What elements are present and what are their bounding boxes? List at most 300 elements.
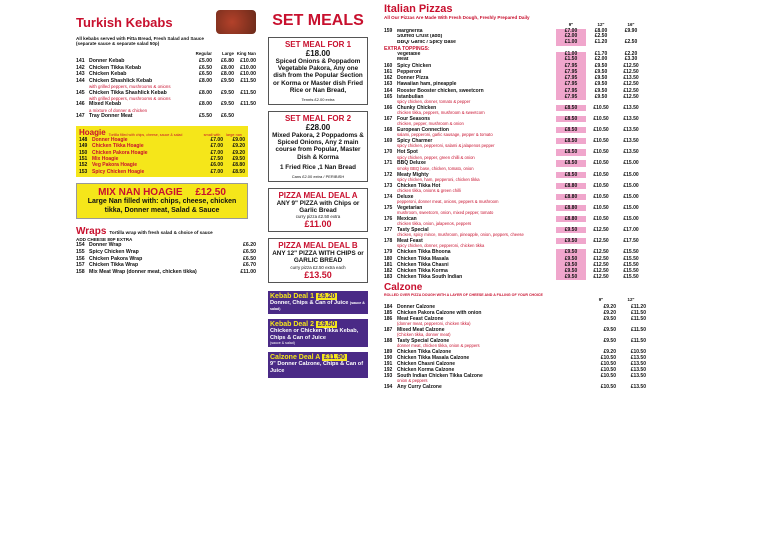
item-name: Chicken Tikka Masala Calzone [397, 354, 470, 361]
item-name: Veg Pakora Hoagie [92, 162, 138, 169]
pizza-list [384, 63, 646, 281]
hoagie-list [79, 137, 245, 175]
item-price: £2.00 [594, 56, 608, 63]
item-price: £8.00 [199, 101, 212, 108]
item-number: 190 [384, 354, 393, 361]
pizzas-note: All Our Pizzas Are Made With Fresh Dough, Freshly Prepared Daily [384, 15, 530, 20]
item-description: chicken tikka, onions & green chilli [397, 187, 461, 193]
item-description: chicken, pepper, mushroom & onion [397, 121, 464, 127]
item-price: £10.50 [600, 354, 616, 361]
item-price: £15.50 [623, 255, 639, 262]
item-price: £13.50 [623, 75, 639, 82]
item-name: South Indian Chicken Tikka Calzone [397, 373, 483, 380]
item-price: £9.50 [556, 227, 586, 233]
item-name: Chicken Tikka Chasni [397, 261, 449, 268]
item-price: £12.50 [593, 238, 609, 245]
pizza-headers: 9" 12" 16" [568, 22, 635, 28]
item-price: £11.20 [630, 303, 646, 310]
calzone-list [384, 304, 646, 390]
wraps-note-2: ADD CHEESE 80P EXTRA [76, 237, 133, 243]
italian-pizzas-title: Italian Pizzas [384, 3, 453, 15]
kebab-deal-2: Kebab Deal 2 £9.50 Chicken or Chicken Tikka Kebab, Chips & Can of Juice (sauce & salad) [268, 319, 368, 347]
item-description: spicy chicken, donner, pepperoni, chicken tikka [397, 243, 485, 249]
wrap-list [76, 242, 256, 275]
item-price: £9.20 [232, 143, 245, 150]
item-description: mushroom, sweetcorn, onion, mixed pepper, tomato [397, 210, 494, 216]
item-price: £6.70 [243, 262, 256, 269]
menu-item-row [76, 58, 256, 65]
item-number: 145 [76, 89, 85, 96]
item-name: BBQ/ Garlic / Spicy Base [397, 39, 456, 45]
item-name: Meat [397, 57, 409, 63]
item-name: Pepperoni [397, 68, 422, 75]
item-price: £6.50 [199, 71, 212, 78]
hoagie-box: Hoagie Tortilla filled with chips, cheese, sauce & salad small with large nan 148 Donner Hoagie £7.00 £9.00 149 Chicken Tikka Hoagie £7.00 £9.20 150 Chicken Pakora Hoagie £7.00 £9.20 151 Mix Hoagie £7.50 £9.50 152 Veg Pakora Hoagie £6.00 £8.80 153 Spicy Chicken Hoagie £7.00 £8.50 [76, 126, 248, 177]
item-description: chicken tikka, onion, jalapenos, peppers [397, 221, 472, 227]
kebab-deal-1: Kebab Deal 1 £9.20 Donner, Chips & Can of Juice (sauce & salad) [268, 291, 368, 315]
right-column [384, 0, 646, 533]
item-name: Deluxe [397, 193, 414, 200]
item-price: £1.70 [594, 50, 608, 57]
item-number: 162 [384, 75, 393, 82]
item-price: £7.00 [210, 143, 223, 150]
item-description: spicy chicken, pepper, green chilli & onion [397, 154, 475, 160]
item-name: Chicken Pakora Wrap [89, 255, 143, 262]
item-name: Donner Hoagie [92, 136, 128, 143]
item-number: 141 [76, 58, 85, 64]
menu-item-row [76, 249, 256, 256]
pizza-base-list [384, 29, 646, 46]
item-number: 185 [384, 310, 393, 317]
item-number: 182 [384, 267, 393, 274]
item-name: Chicken Tikka Shashlick Kebab [89, 89, 167, 96]
item-number: 192 [384, 367, 393, 374]
item-price: £8.80 [232, 162, 245, 169]
item-description: donner meat, chicken tikka, onion & peppers [397, 342, 480, 348]
item-price: £10.50 [593, 182, 609, 189]
item-number: 158 [76, 268, 85, 275]
hoagie-title: Hoagie [79, 127, 106, 137]
item-price: £10.50 [593, 116, 609, 122]
item-description: spicy chicken, ham, pepperoni, chicken tikka [397, 176, 480, 182]
kebab-list [76, 58, 256, 120]
item-number: 170 [384, 149, 393, 156]
item-number: 143 [76, 71, 85, 78]
item-price: £9.50 [556, 262, 586, 268]
menu-item-row [76, 78, 256, 85]
item-price: £6.00 [210, 162, 223, 169]
item-price: £10.50 [600, 373, 616, 380]
item-description: salami, pepperoni, garlic sausage, pepper & tomato [397, 132, 493, 138]
item-number: 144 [76, 77, 85, 84]
item-number: 150 [79, 149, 88, 156]
item-number: 159 [384, 27, 393, 34]
item-price: £9.50 [594, 62, 608, 69]
item-price: £9.20 [232, 149, 245, 156]
item-name: Spicy Chicken [397, 62, 432, 69]
item-price: £12.50 [593, 249, 609, 256]
item-name: Margherita [397, 28, 423, 34]
item-price: £10.50 [593, 138, 609, 145]
item-price: £17.50 [623, 238, 639, 245]
mix-nan-box [76, 183, 248, 219]
item-description: onion & peppers [397, 378, 428, 384]
item-number: 166 [384, 104, 393, 111]
item-price: £9.50 [221, 89, 234, 96]
item-price: £8.80 [556, 205, 586, 211]
item-name: European Connection [397, 127, 449, 134]
mix-nan-title: MIX NAN HOAGIE [98, 187, 183, 199]
item-price: £9.50 [556, 274, 586, 280]
item-number: 187 [384, 327, 393, 333]
item-name: BBQ Deluxe [397, 160, 426, 167]
item-price: £7.95 [556, 75, 586, 81]
pizza-meal-deal-a: PIZZA MEAL DEAL A ANY 9" PIZZA with Chips or Garlic Bread curry pizza £2.50 extra £11.00 [268, 188, 368, 232]
item-price: £15.00 [623, 193, 639, 200]
item-price: £9.50 [221, 101, 234, 108]
calzone-headers: 9" 12" [598, 297, 635, 303]
item-price: £8.00 [221, 64, 234, 71]
item-name: Spicy Chicken Hoagie [92, 168, 145, 175]
item-price: £6.20 [243, 242, 256, 249]
item-price: £15.50 [623, 274, 639, 281]
item-price: £6.80 [221, 58, 234, 64]
item-description: (Chicken tikka, donner meat) [397, 332, 451, 338]
item-name: Chicken Tikka Hot [397, 182, 441, 189]
item-price: £7.95 [556, 69, 586, 75]
item-price: £9.50 [221, 77, 234, 84]
item-number: 171 [384, 160, 393, 167]
item-price: £13.50 [630, 367, 646, 374]
menu-item-row [384, 40, 646, 46]
item-price: £10.50 [593, 215, 609, 222]
item-name: Donner Kebab [89, 58, 125, 64]
item-price: £5.00 [199, 58, 212, 64]
item-number: 165 [384, 93, 393, 100]
item-price: £10.50 [593, 149, 609, 156]
item-number: 180 [384, 255, 393, 262]
hoagie-note: Tortilla filled with chips, cheese, sauce & salad [108, 132, 183, 137]
item-price: £5.50 [199, 113, 212, 120]
item-description: with grilled peppers, mushrooms & onions [89, 84, 171, 90]
calzone-note: ROLLED OVER PIZZA DOUGH WITH A LAYER OF CHEESE AND A FILLING OF YOUR CHOICE [384, 293, 543, 298]
item-price: £10.50 [593, 104, 609, 111]
item-name: Four Seasons [397, 116, 431, 122]
menu-item-row [384, 384, 646, 390]
item-description: (donner meat, pepperoni, chicken tikka) [397, 321, 471, 327]
item-price: £10.00 [240, 58, 256, 64]
item-number: 153 [79, 168, 88, 175]
item-price: £12.50 [623, 87, 639, 94]
item-price: £15.50 [623, 267, 639, 274]
item-price: £15.00 [623, 215, 639, 222]
menu-item-row [76, 101, 256, 108]
set-meal-2: SET MEAL FOR 2 £28.00 Mixed Pakora, 2 Poppadoms & Spiced Onions, Any 2 main course from Popular, Master Dish & Korma 1 Fried Rice ,1 Nan Bread Cans £2.00 extra / PERIBISH [268, 111, 368, 182]
item-description: a mixture of donner & chicken [89, 107, 148, 113]
set-meals-title: SET MEALS [272, 12, 364, 29]
item-name: Chicken Tikka Hoagie [92, 143, 144, 150]
item-price: £17.00 [623, 227, 639, 234]
item-price: £15.00 [623, 182, 639, 189]
item-price: £9.20 [603, 310, 616, 317]
menu-item-row [76, 90, 256, 97]
item-name: Chicken Chasni Calzone [397, 360, 456, 367]
item-price: £7.00 [210, 168, 223, 175]
item-name: Chicken Korma Calzone [397, 367, 455, 374]
item-number: 174 [384, 193, 393, 200]
item-price: £1.50 [556, 57, 586, 63]
item-name: Chicken Tikka Masala [397, 255, 449, 262]
item-price: £8.80 [556, 183, 586, 189]
item-price: £2.50 [624, 38, 638, 45]
item-name: Chicken Tikka Bhoona [397, 249, 451, 256]
item-price: £13.50 [623, 104, 639, 111]
item-name: Chicken Tikka Wrap [89, 262, 139, 269]
item-price: £2.20 [624, 50, 638, 57]
item-number: 157 [76, 262, 85, 269]
item-number: 142 [76, 64, 85, 71]
item-number: 172 [384, 171, 393, 178]
item-price: £1.00 [556, 40, 586, 46]
menu-item-row [76, 242, 256, 249]
item-price: £9.50 [594, 81, 608, 88]
item-name: Chicken Kebab [89, 71, 127, 78]
item-price: £9.50 [594, 68, 608, 75]
item-name: Tasty Special [397, 227, 429, 234]
item-price: £10.50 [600, 384, 616, 391]
item-number: 183 [384, 274, 393, 281]
item-price: £1.00 [556, 52, 586, 58]
item-name: Stuffed Crust (add) [397, 34, 443, 40]
menu-item-row [384, 274, 646, 280]
item-number: 193 [384, 373, 393, 380]
left-column [76, 0, 256, 533]
item-price: £13.50 [630, 384, 646, 391]
item-price: £13.50 [623, 138, 639, 145]
item-price: £11.50 [240, 101, 256, 108]
item-name: Chicken Tikka South Indian [397, 274, 463, 281]
item-price [234, 113, 256, 120]
item-price: £7.95 [556, 94, 586, 100]
menu-item-row [76, 262, 256, 269]
item-number: 177 [384, 227, 393, 234]
item-price: £13.50 [623, 149, 639, 156]
item-price: £13.50 [623, 116, 639, 122]
item-name: Hot Spot [397, 149, 418, 156]
middle-column [262, 0, 374, 533]
item-number: 167 [384, 116, 393, 122]
item-name: Any Curry Calzone [397, 384, 442, 391]
item-price: £9.20 [603, 348, 616, 355]
item-price: £10.50 [593, 171, 609, 178]
item-number: 173 [384, 182, 393, 189]
item-price: £10.00 [240, 71, 256, 78]
item-price: £11.50 [630, 327, 646, 333]
item-name: Vegetarian [397, 204, 423, 211]
item-name: Chicken Pakora Calzone with onion [397, 310, 482, 317]
item-price: £7.95 [556, 63, 586, 69]
item-name: Chicken Tikka Kebab [89, 64, 142, 71]
item-price: £11.50 [630, 337, 646, 344]
item-price: £13.50 [630, 360, 646, 367]
item-price: £7.95 [556, 88, 586, 94]
item-price: £11.50 [240, 77, 256, 84]
item-name: Chicken Pakora Hoagie [92, 149, 148, 156]
item-price: £1.20 [594, 38, 608, 45]
item-price: £8.00 [199, 89, 212, 96]
item-price: £13.50 [630, 373, 646, 380]
item-price: £12.50 [593, 227, 609, 234]
item-description: spicy chicken, pepperoni, salami & jalapenos pepper [397, 143, 495, 149]
item-price: £12.50 [593, 267, 609, 274]
item-price: £10.50 [600, 367, 616, 374]
kebab-photo [216, 10, 256, 34]
item-price: £11.50 [630, 316, 646, 323]
item-price: £8.50 [556, 149, 586, 155]
item-price: £2.50 [594, 33, 608, 40]
item-price: £15.00 [623, 204, 639, 211]
item-name: Donner Wrap [89, 242, 122, 249]
kebab-note: All kebabs served with Pitta Bread, Fresh Salad and Sauce [76, 36, 204, 41]
item-name: Mix Meat Wrap (donner meat, chicken tikka) [89, 268, 197, 275]
item-price: £9.50 [594, 87, 608, 94]
item-name: Spicy Charmer [397, 138, 433, 145]
item-number: 194 [384, 384, 393, 391]
item-name: Chicken Tikka Calzone [397, 348, 452, 355]
item-name: Mixed Kebab [89, 101, 121, 108]
item-price: £9.50 [232, 155, 245, 162]
item-price: £9.50 [556, 238, 586, 244]
item-name: Meaty Mighty [397, 171, 429, 178]
item-price: £15.50 [623, 249, 639, 256]
item-name: Chicken Tikka Korma [397, 267, 448, 274]
item-price: £9.50 [603, 337, 616, 344]
item-number: 176 [384, 215, 393, 222]
item-price: £7.00 [210, 149, 223, 156]
item-price: £13.50 [630, 354, 646, 361]
item-number: 169 [384, 138, 393, 145]
item-number [384, 40, 397, 46]
item-number: 146 [76, 101, 85, 108]
item-price: £11.50 [240, 89, 256, 96]
menu-item-row [79, 169, 245, 175]
item-price: £12.50 [593, 255, 609, 262]
item-price: £12.50 [623, 93, 639, 100]
item-price: £8.00 [594, 27, 608, 34]
item-price: £15.00 [623, 160, 639, 167]
item-price: £6.50 [221, 113, 234, 120]
item-price: £10.00 [240, 64, 256, 71]
menu-item-row [76, 71, 256, 78]
set-meal-1: SET MEAL FOR 1 £18.00 Spiced Onions & Poppadom Vegetable Pakora, Any one dish from the Popular Section or Korma or Master dish Fried Rice or Nan Bread, Tennts £2.00 extra [268, 37, 368, 105]
turkish-kebabs-title: Turkish Kebabs [76, 14, 173, 30]
item-number: 168 [384, 127, 393, 134]
item-price: £9.50 [603, 327, 616, 333]
item-number: 184 [384, 303, 393, 310]
item-price: £12.50 [623, 81, 639, 88]
calzone-deal-a: Calzone Deal A £11.90 9" Donner Calzone, Chips & Can of Juice [268, 352, 368, 378]
item-number: 188 [384, 337, 393, 344]
item-number: 191 [384, 360, 393, 367]
item-name: Mixed Meat Calzone [397, 327, 445, 333]
item-name: Chunky Chicken [397, 104, 437, 111]
item-price: £6.50 [243, 249, 256, 255]
item-name: Rooster Booster chicken, sweetcorn [397, 87, 484, 94]
item-price: £10.50 [593, 127, 609, 134]
item-price: £9.50 [603, 316, 616, 323]
item-description: with grilled peppers, mushrooms & onions [89, 96, 171, 102]
item-name: Mexican [397, 215, 417, 222]
item-price: £10.50 [593, 193, 609, 200]
extra-toppings-title: EXTRA TOPPINGS: [384, 45, 430, 52]
item-name: Donner Pizza [397, 75, 429, 82]
kebab-note-2: (separate sauce & separate salad 50p) [76, 41, 160, 47]
wraps-title: Wraps [76, 226, 107, 238]
item-description: chicken, spicy mince, mushroom, pineapple, onion, peppers, cheese [397, 232, 524, 238]
item-price: £6.50 [199, 64, 212, 71]
item-description: chicken tikka, peppers, mushroom & sweetcorn [397, 110, 485, 116]
item-price: £7.50 [210, 155, 223, 162]
item-price: £15.50 [623, 261, 639, 268]
mix-nan-price: £12.50 [195, 187, 226, 199]
item-price: £8.50 [556, 127, 586, 133]
menu-item-row [76, 113, 256, 120]
item-name: Chicken Shashlick Kebab [89, 77, 153, 84]
item-price: £8.50 [556, 116, 586, 122]
item-name: Donner Calzone [397, 303, 436, 310]
item-price: £9.20 [603, 303, 616, 310]
item-number: 186 [384, 316, 393, 323]
item-price: £6.50 [243, 255, 256, 262]
mix-nan-desc: Large Nan filled with: chips, cheese, chicken tikka, Donner meat, Salad & Sauce [87, 198, 237, 214]
item-price: £12.50 [593, 274, 609, 281]
item-price: £13.50 [623, 127, 639, 134]
item-price: £8.00 [199, 77, 212, 84]
item-number: 152 [79, 162, 88, 169]
item-price: £9.00 [232, 136, 245, 143]
item-price: £8.50 [556, 160, 586, 166]
item-price: £8.50 [556, 105, 586, 111]
item-number: 164 [384, 87, 393, 94]
pizza-meal-deal-b: PIZZA MEAL DEAL B ANY 12" PIZZA WITH CHIPS or GARLIC BREAD curry pizza £2.50 extra each £13.50 [268, 238, 368, 282]
menu-item-row [76, 269, 256, 276]
item-price: £8.50 [556, 138, 586, 144]
item-description: spicy chicken, donner, tomato & pepper [397, 98, 471, 104]
item-description: pepperoni, donner meat, onions, peppers & mushroom [397, 198, 499, 204]
item-number: 175 [384, 204, 393, 211]
item-price: £8.80 [556, 194, 586, 200]
item-description: smoky BBQ base, chicken, tomato, onion [397, 165, 474, 171]
item-number: 179 [384, 249, 393, 256]
item-price: £8.80 [556, 216, 586, 222]
item-number: 155 [76, 249, 85, 255]
item-name: Meat Feast Calzone [397, 316, 444, 323]
item-name: Vegetable [397, 51, 421, 57]
item-number: 163 [384, 81, 393, 88]
item-number: 178 [384, 238, 393, 245]
item-price: £9.50 [594, 93, 608, 100]
item-name: Spicy Chicken Wrap [89, 249, 139, 255]
item-number: 189 [384, 348, 393, 355]
item-number: 154 [76, 242, 85, 249]
item-number: 147 [76, 113, 85, 120]
item-number: 156 [76, 255, 85, 262]
item-number: 148 [79, 136, 88, 143]
calzone-title: Calzone [384, 282, 423, 294]
item-price: £11.50 [630, 310, 646, 317]
item-number: 149 [79, 143, 88, 150]
item-price: £15.00 [623, 171, 639, 178]
